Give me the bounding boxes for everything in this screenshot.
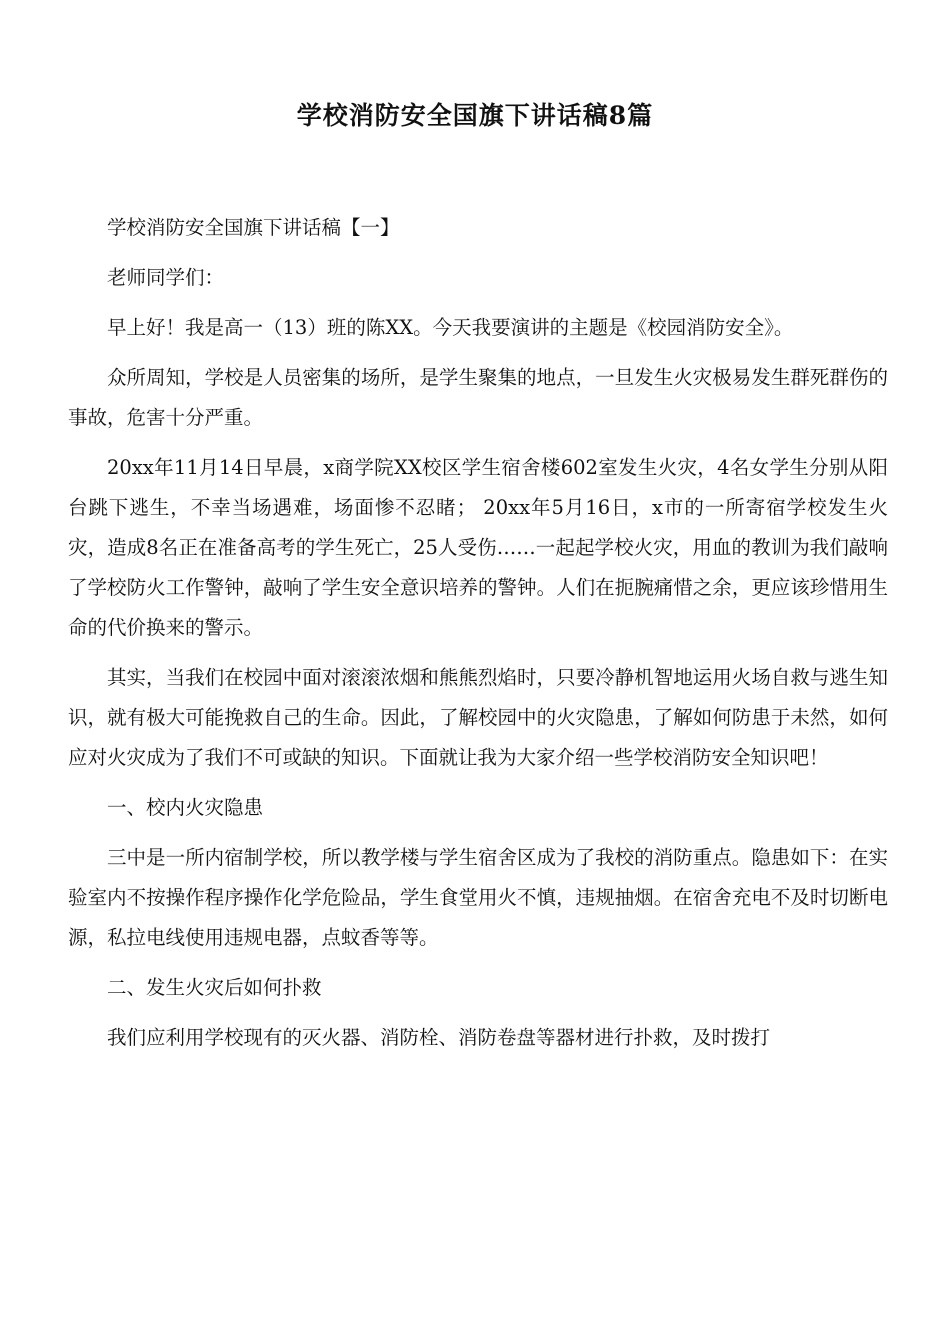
paragraph-greeting: 老师同学们： — [107, 266, 225, 289]
document-title: 学校消防安全国旗下讲话稿8篇 — [296, 101, 654, 130]
paragraph-knowledge: 其实，当我们在校园中面对滚滚浓烟和熊熊烈焰时，只要冷静机智地运用火场自救与逃生知识，就有极大可能挽救自己的生命。因此，了解校园中的火灾隐患，了解如何防患于未然，如何应对火灾成为了我们不可或缺的知识。下面就让我为大家介绍一些学校消防安全知识吧！ — [68, 666, 888, 769]
section-heading-hazards: 一、校内火灾隐患 — [107, 796, 264, 819]
paragraph-firefighting: 我们应利用学校现有的灭火器、消防栓、消防卷盘等器材进行扑救，及时拨打 — [107, 1026, 771, 1049]
paragraph-context: 众所周知，学校是人员密集的场所，是学生聚集的地点，一旦发生火灾极易发生群死群伤的事故，危害十分严重。 — [68, 366, 888, 429]
document-body — [68, 208, 888, 1068]
paragraph-hazards: 三中是一所内宿制学校，所以教学楼与学生宿舍区成为了我校的消防重点。隐患如下：在实验室内不按操作程序操作化学危险品，学生食堂用火不慎，违规抽烟。在宿舍充电不及时切断电源，私拉电线使用违规电器，点蚊香等等。 — [68, 846, 888, 949]
section-heading-firefighting: 二、发生火灾后如何扑救 — [107, 976, 322, 999]
paragraph-intro: 早上好！我是高一（13）班的陈XX。今天我要演讲的主题是《校园消防安全》。 — [107, 316, 794, 339]
paragraph-incidents: 20xx年11月14日早晨，x商学院XX校区学生宿舍楼602室发生火灾，4名女学生分别从阳台跳下逃生，不幸当场遇难，场面惨不忍睹； 20xx年5月16日，x市的一所寄宿学校发生火灾，造成8名正在准备高考的学生死亡，25人受伤……一起起学校火灾，用血的教训为我们敲响了学校防火工作警钟，敲响了学生安全意识培养的警钟。人们在扼腕痛惜之余，更应该珍惜用生命的代价换来的警示。 — [68, 456, 888, 639]
paragraph-heading-1: 学校消防安全国旗下讲话稿【一】 — [107, 216, 400, 239]
